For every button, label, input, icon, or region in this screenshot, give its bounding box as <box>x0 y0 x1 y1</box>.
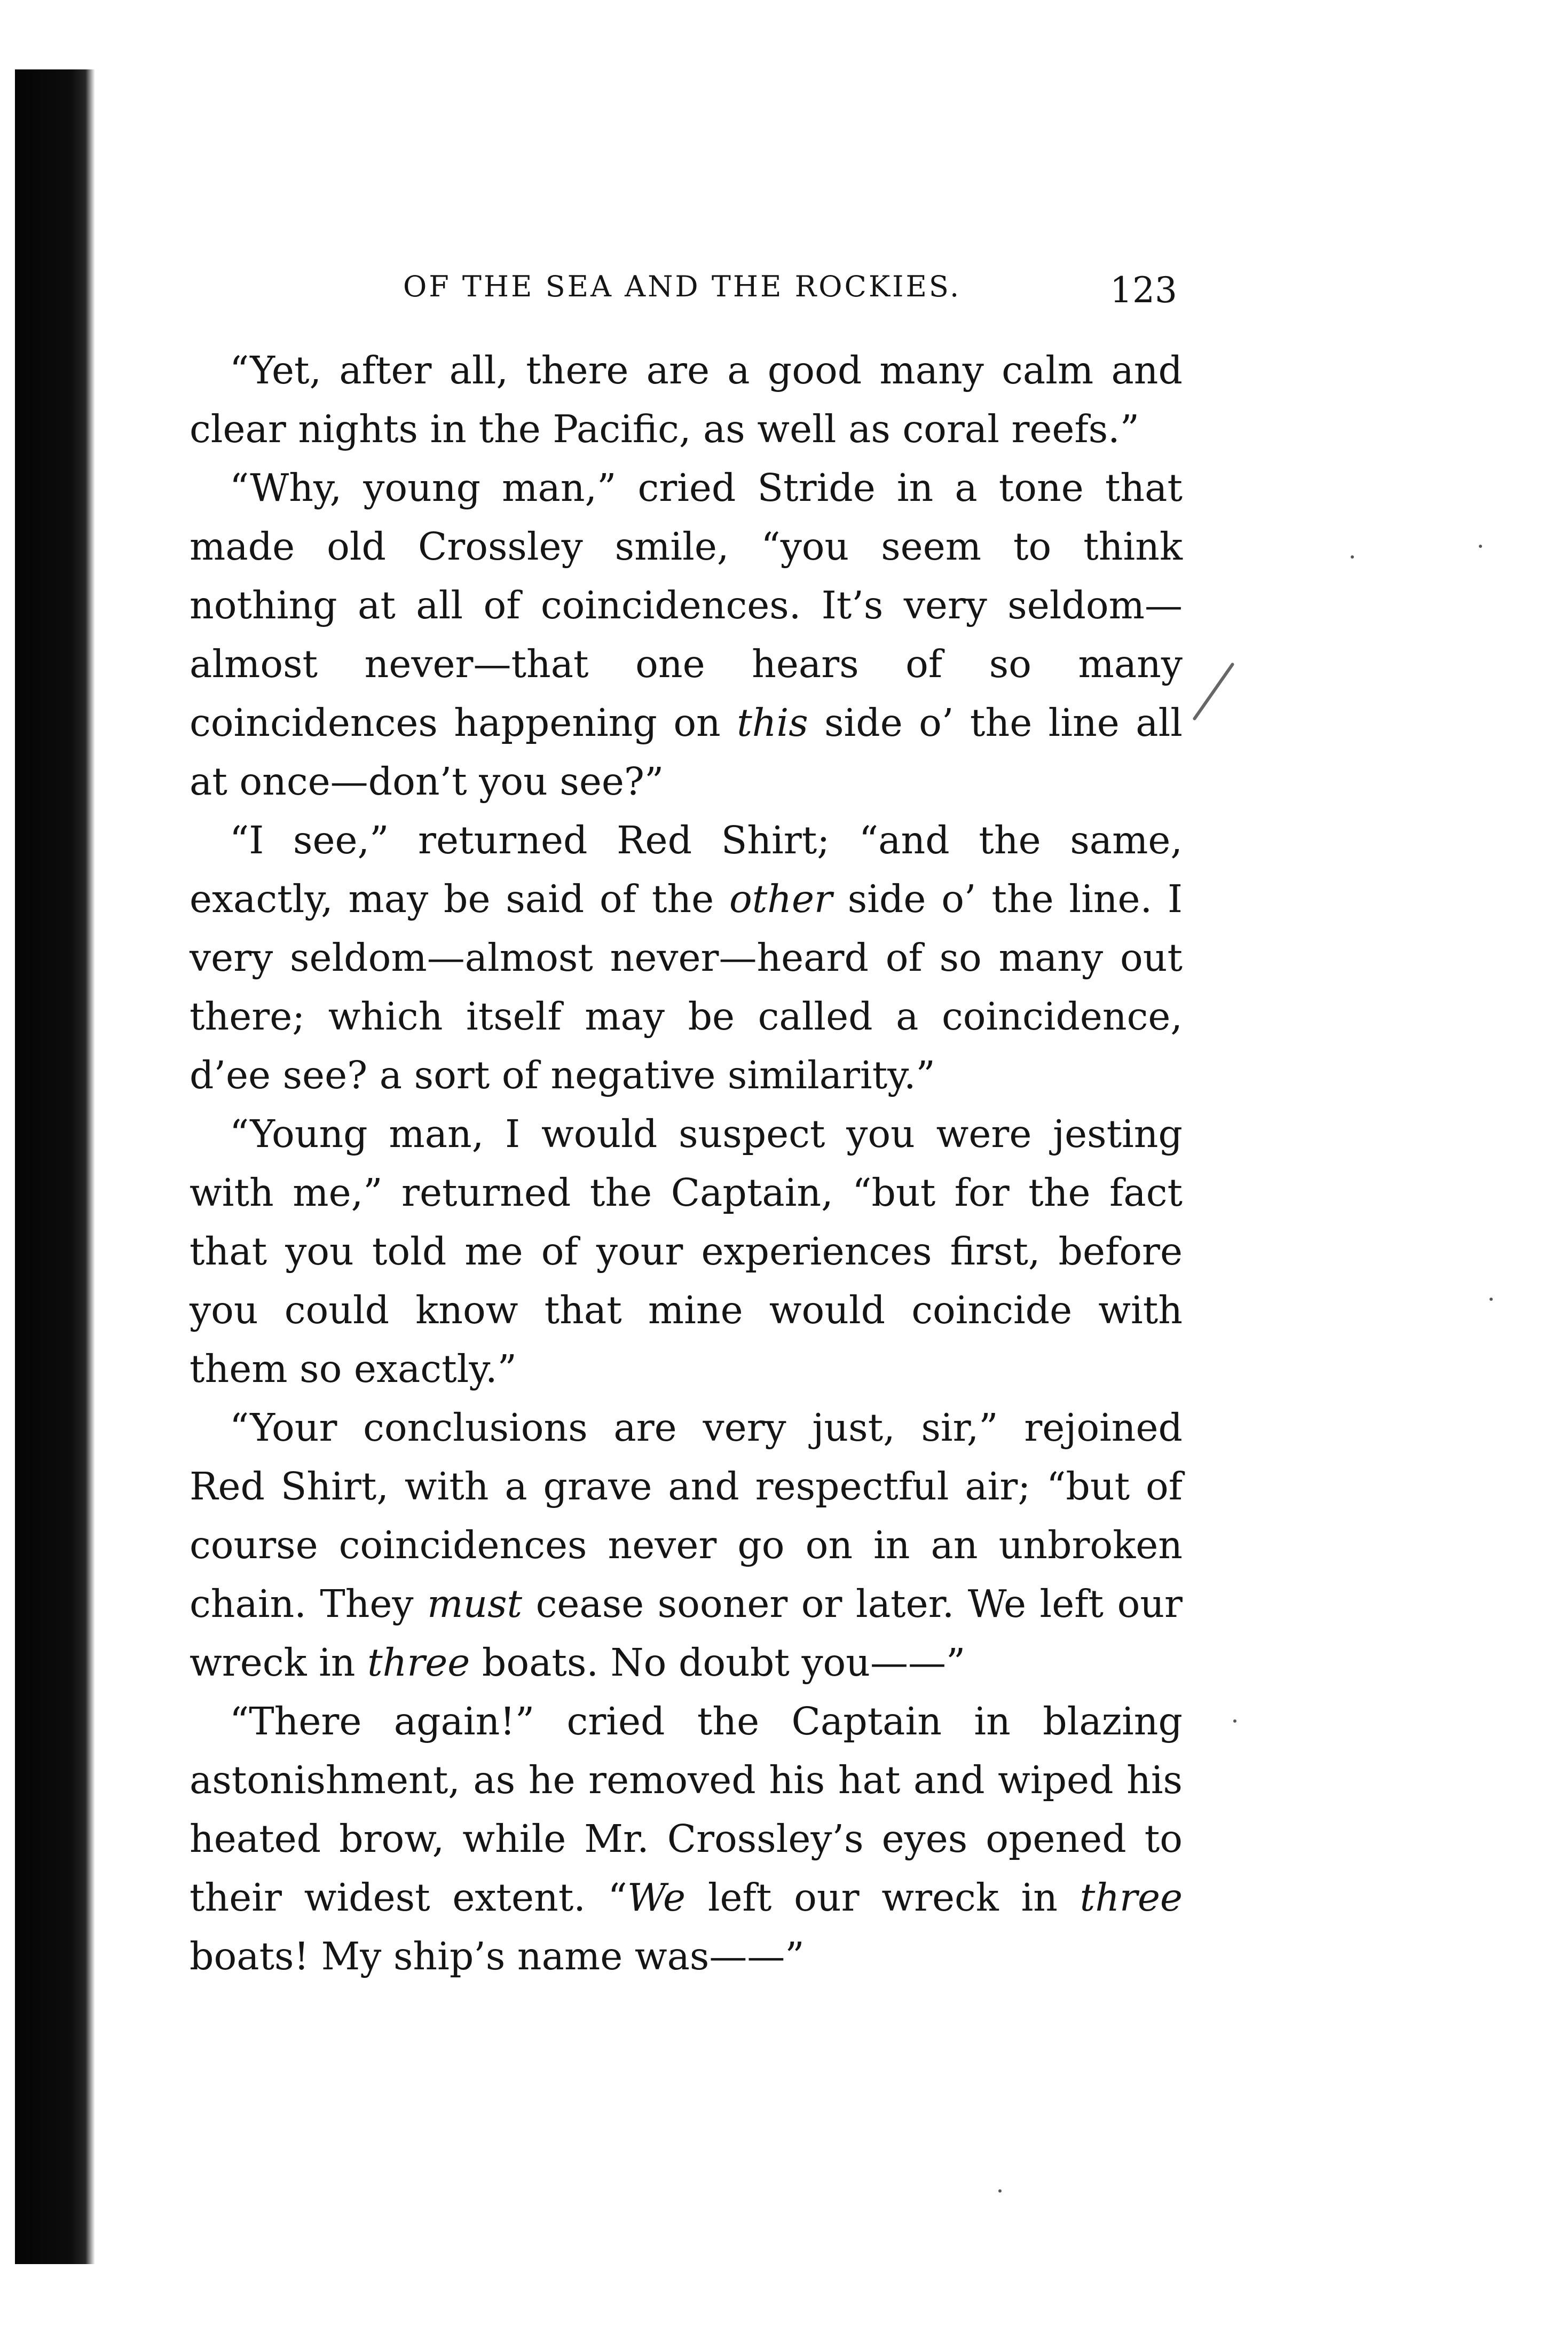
text-run: cease sooner or later. We left our wreck in <box>190 1582 1183 1685</box>
margin-pencil-mark <box>1192 662 1234 721</box>
text-run: “There again!” cried the Captain in blazing astonishment, as he removed his hat and wiped his heated brow, while Mr. Crossley’s eyes opened to their widest extent. “ <box>190 1699 1183 1920</box>
text-run: “Why, young man,” cried Stride in a tone that made old Crossley smile, “you seem to think nothing at all of coincidences. It’s very seldom—almost never—that one hears of so many coincidences happening on <box>190 466 1183 745</box>
italic-text: three <box>1080 1875 1183 1920</box>
text-run: side o’ the line all at once—don’t you see?” <box>190 701 1183 804</box>
running-title: OF THE SEA AND THE ROCKIES. <box>403 270 962 303</box>
book-page <box>190 270 1193 2139</box>
italic-text: this <box>737 701 808 745</box>
text-run: boats! My ship’s name was——” <box>190 1934 805 1978</box>
binding-shadow <box>15 69 95 2264</box>
italic-text: other <box>729 877 832 921</box>
paragraph <box>190 341 1183 459</box>
stray-mark <box>1479 545 1482 548</box>
body-text <box>190 341 1183 1986</box>
text-run: side o’ the line. I very seldom—almost never—heard of so many out there; which itself may be called a coincidence, d’ee see? a sort of negative similarity.” <box>190 877 1183 1097</box>
text-run: left our wreck in <box>685 1875 1080 1920</box>
page-number: 123 <box>1110 270 1177 311</box>
paragraph <box>190 1692 1183 1986</box>
text-run: boats. No doubt you——” <box>470 1640 966 1685</box>
italic-text: We <box>627 1875 686 1920</box>
text-run: “Yet, after all, there are a good many calm and clear nights in the Pacific, as well as coral reefs.” <box>190 348 1183 451</box>
stray-mark <box>1351 555 1354 559</box>
stray-mark <box>998 2189 1002 2193</box>
italic-text: three <box>367 1640 470 1685</box>
text-run: “I see,” returned Red Shirt; “and the same, exactly, may be said of the <box>190 818 1183 921</box>
text-run: “Young man, I would suspect you were jesting with me,” returned the Captain, “but for the fact that you told me of your experiences first, before you could know that mine would coincide with them so exactly.” <box>190 1112 1183 1391</box>
stray-mark <box>1490 1298 1493 1301</box>
stray-mark <box>1233 1719 1236 1723</box>
running-head <box>190 270 1183 323</box>
italic-text: must <box>427 1582 523 1626</box>
paragraph <box>190 1105 1183 1399</box>
text-run: “Your conclusions are very just, sir,” rejoined Red Shirt, with a grave and respectful air; “but of course coincidences never go on in an unbroken chain. They <box>190 1405 1183 1626</box>
paragraph <box>190 1399 1183 1692</box>
paragraph <box>190 811 1183 1105</box>
paragraph <box>190 459 1183 811</box>
